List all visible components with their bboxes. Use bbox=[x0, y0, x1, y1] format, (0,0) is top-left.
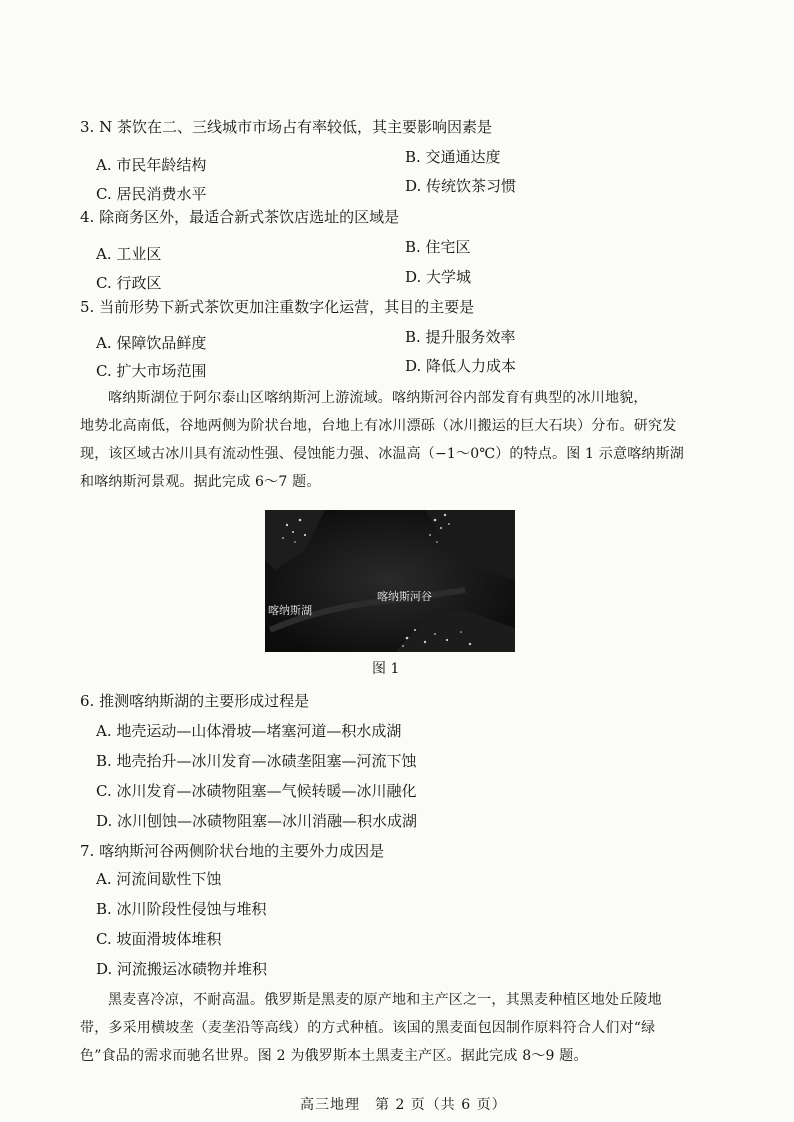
question-5-option-d: D. 降低人力成本 bbox=[405, 357, 517, 375]
figure-1-photo bbox=[265, 510, 515, 652]
question-3-stem: 3. N 茶饮在二、三线城市市场占有率较低，其主要影响因素是 bbox=[80, 118, 492, 136]
question-3-option-c: C. 居民消费水平 bbox=[96, 185, 207, 203]
question-6-stem: 6. 推测喀纳斯湖的主要形成过程是 bbox=[80, 692, 310, 710]
question-6-option-b: B. 地壳抬升—冰川发育—冰碛垄阻塞—河流下蚀 bbox=[96, 752, 417, 770]
passage-1-line-1: 喀纳斯湖位于阿尔泰山区喀纳斯河上游流域。喀纳斯河谷内部发育有典型的冰川地貌， bbox=[108, 390, 648, 406]
passage-2-line-1: 黑麦喜冷凉，不耐高温。俄罗斯是黑麦的原产地和主产区之一，其黑麦种植区地处丘陵地 bbox=[108, 992, 662, 1008]
question-5-stem: 5. 当前形势下新式茶饮更加注重数字化运营，其目的主要是 bbox=[80, 298, 475, 316]
question-4-option-a: A. 工业区 bbox=[96, 245, 162, 263]
question-4-option-b: B. 住宅区 bbox=[405, 238, 471, 256]
question-4-option-c: C. 行政区 bbox=[96, 274, 162, 292]
passage-1-line-4: 和喀纳斯河景观。据此完成 6～7 题。 bbox=[80, 474, 321, 490]
question-6-option-a: A. 地壳运动—山体滑坡—堵塞河道—积水成湖 bbox=[96, 722, 402, 740]
figure-1-label-valley: 喀纳斯河谷 bbox=[377, 590, 432, 603]
figure-1-caption: 图 1 bbox=[372, 661, 400, 677]
question-6-option-c: C. 冰川发育—冰碛物阻塞—气候转暖—冰川融化 bbox=[96, 782, 417, 800]
passage-kanas bbox=[80, 384, 720, 496]
question-4-option-d: D. 大学城 bbox=[405, 268, 472, 286]
passage-1-line-3: 现，该区域古冰川具有流动性强、侵蚀能力强、冰温高（−1～0℃）的特点。图 1 示意喀纳斯湖 bbox=[80, 446, 685, 462]
figure-1-landscape bbox=[265, 510, 515, 652]
question-3-option-a: A. 市民年龄结构 bbox=[96, 156, 207, 174]
question-7-stem: 7. 喀纳斯河谷两侧阶状台地的主要外力成因是 bbox=[80, 842, 385, 860]
passage-rye bbox=[80, 986, 720, 1070]
passage-2-line-2: 带，多采用横坡垄（麦垄沿等高线）的方式种植。该国的黑麦面包因制作原料符合人们对“绿 bbox=[80, 1020, 656, 1036]
question-7-option-d: D. 河流搬运冰碛物并堆积 bbox=[96, 960, 268, 978]
question-5-option-a: A. 保障饮品鲜度 bbox=[96, 334, 207, 352]
question-5-option-c: C. 扩大市场范围 bbox=[96, 362, 207, 380]
figure-1-label-lake: 喀纳斯湖 bbox=[268, 604, 312, 617]
question-7-option-c: C. 坡面滑坡体堆积 bbox=[96, 930, 222, 948]
question-7-option-a: A. 河流间歇性下蚀 bbox=[96, 870, 222, 888]
question-5-option-b: B. 提升服务效率 bbox=[405, 328, 516, 346]
question-4-stem: 4. 除商务区外，最适合新式茶饮店选址的区域是 bbox=[80, 208, 400, 226]
question-7-option-b: B. 冰川阶段性侵蚀与堆积 bbox=[96, 900, 267, 918]
passage-1-line-2: 地势北高南低，谷地两侧为阶状台地，台地上有冰川漂砾（冰川搬运的巨大石块）分布。研究发 bbox=[80, 418, 677, 434]
passage-2-line-3: 色”食品的需求而驰名世界。图 2 为俄罗斯本土黑麦主产区。据此完成 8～9 题。 bbox=[80, 1048, 588, 1064]
page-footer: 高三地理 第 2 页（共 6 页） bbox=[300, 1097, 507, 1113]
question-3-option-d: D. 传统饮茶习惯 bbox=[405, 177, 517, 195]
question-3-option-b: B. 交通通达度 bbox=[405, 148, 501, 166]
question-6-option-d: D. 冰川刨蚀—冰碛物阻塞—冰川消融—积水成湖 bbox=[96, 812, 418, 830]
